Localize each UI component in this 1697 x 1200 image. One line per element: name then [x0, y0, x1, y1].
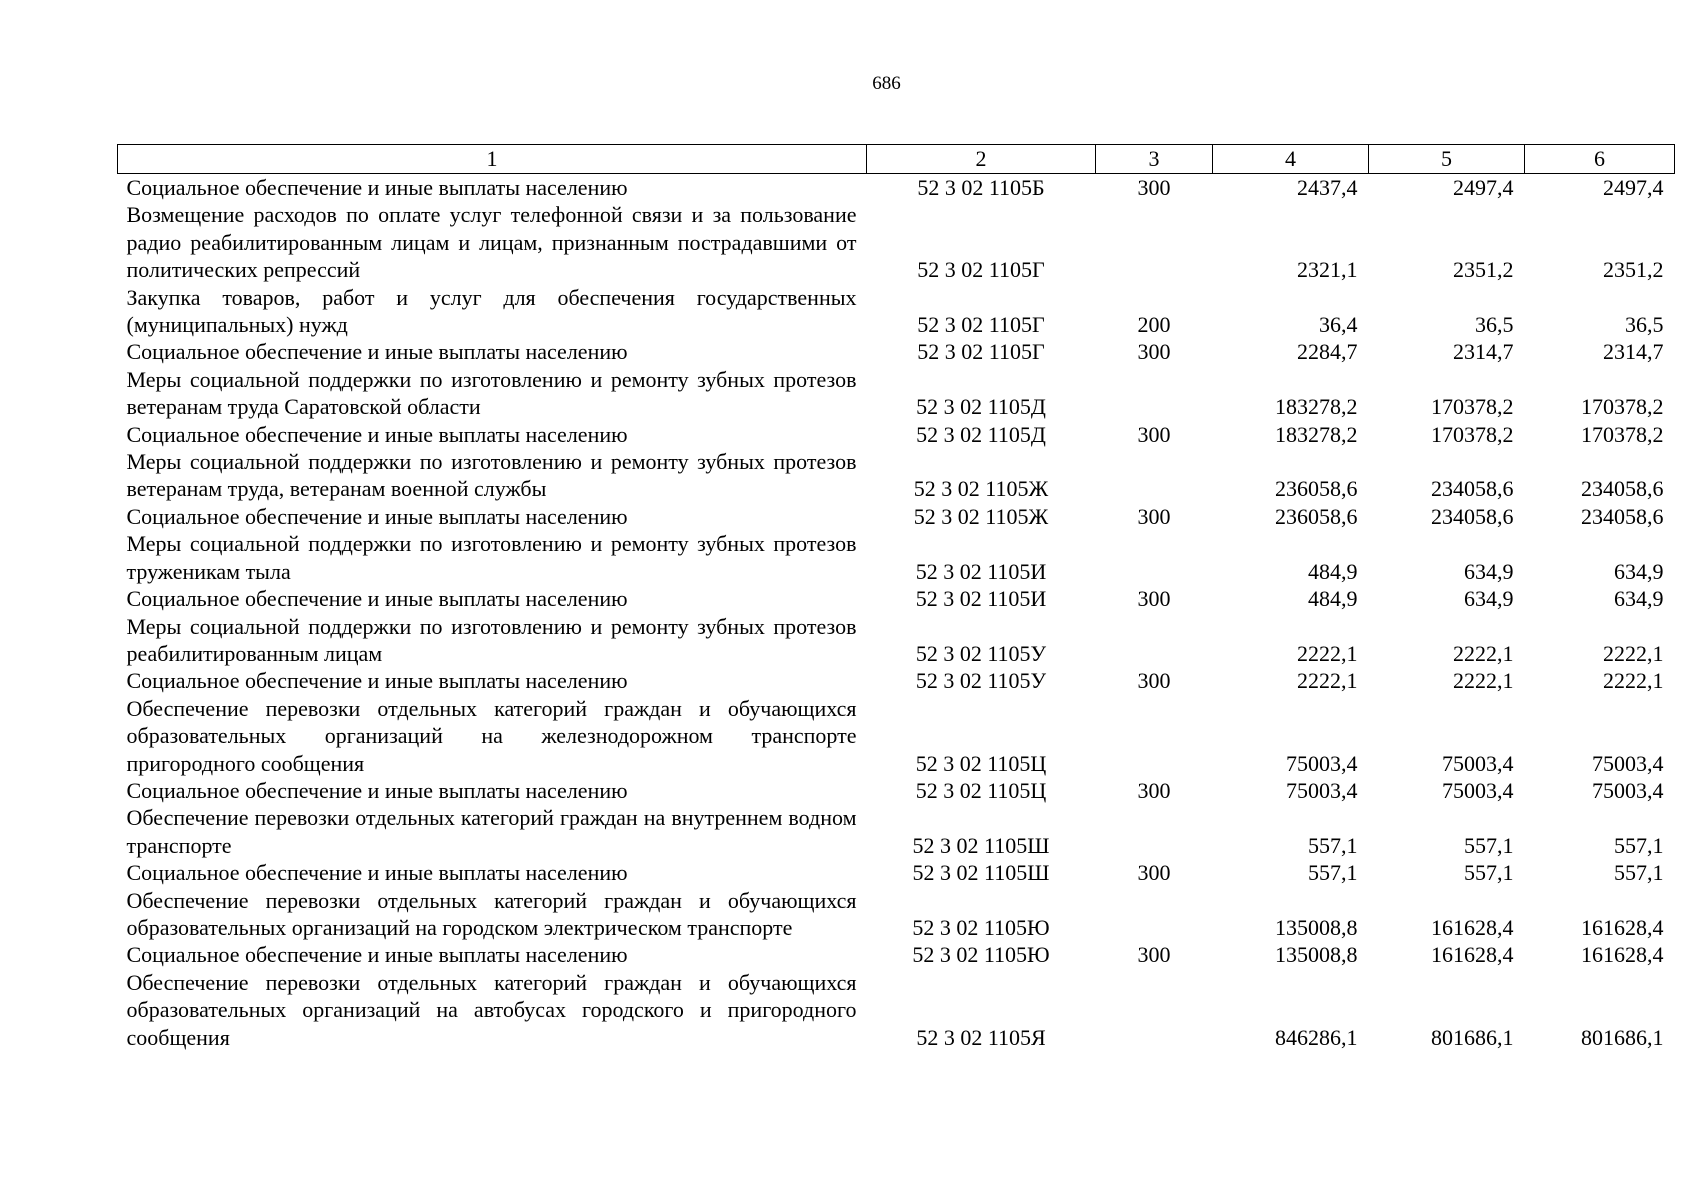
value-col-4: 2222,1: [1297, 668, 1358, 694]
row-name: Меры социальной поддержки по изготовлению и ремонту зубных протезов ветеранам труда, ветеранам военной службы: [126, 449, 857, 502]
table-row: [118, 201, 1675, 283]
table-row: [118, 667, 1675, 694]
value-col-6: 2222,1: [1603, 668, 1664, 694]
expense-type: 300: [1137, 942, 1171, 968]
table-row: [118, 585, 1675, 612]
expense-type: [1096, 530, 1213, 585]
value-col-6: 234058,6: [1581, 476, 1664, 502]
value-col-4: 236058,6: [1275, 503, 1358, 529]
row-name: Социальное обеспечение и иные выплаты населению: [126, 668, 628, 694]
value-col-6: 234058,6: [1581, 503, 1664, 529]
row-name: Социальное обеспечение и иные выплаты населению: [126, 777, 628, 803]
value-col-5: 234058,6: [1431, 476, 1514, 502]
table-row: [118, 284, 1675, 339]
table-row: [118, 777, 1675, 804]
budget-code: 52 3 02 1105Г: [917, 312, 1045, 338]
value-col-5: 2222,1: [1453, 640, 1514, 666]
row-name: Социальное обеспечение и иные выплаты населению: [126, 421, 628, 447]
column-header-1: 1: [118, 145, 867, 174]
row-name: Закупка товаров, работ и услуг для обеспечения государственных (муниципальных) нужд: [126, 284, 857, 338]
value-col-6: 634,9: [1614, 558, 1664, 584]
expense-type: 300: [1137, 586, 1171, 612]
row-name: Возмещение расходов по оплате услуг телефонной связи и за пользование радио реабилитированным лицам и лицам, признанным пострадавшими от политических репрессий: [126, 202, 857, 283]
value-col-5: 75003,4: [1442, 750, 1514, 776]
value-col-6: 2497,4: [1603, 175, 1664, 200]
expense-type: [1096, 969, 1213, 1051]
value-col-5: 161628,4: [1431, 914, 1514, 940]
value-col-6: 801686,1: [1581, 1024, 1664, 1050]
budget-code: 52 3 02 1105Д: [916, 421, 1046, 447]
table-row: [118, 695, 1675, 777]
value-col-4: 557,1: [1308, 860, 1358, 886]
budget-code: 52 3 02 1105Г: [917, 257, 1045, 283]
budget-code: 52 3 02 1105Г: [917, 339, 1045, 365]
row-name: Социальное обеспечение и иные выплаты населению: [126, 586, 628, 612]
page-number: 686: [872, 73, 901, 94]
budget-code: 52 3 02 1105Ш: [912, 860, 1050, 886]
column-header-5: 5: [1369, 145, 1525, 174]
budget-table: [117, 144, 1675, 1051]
table-row: [118, 174, 1675, 202]
header-row: [118, 145, 1675, 174]
value-col-4: 2284,7: [1297, 339, 1358, 365]
expense-type: 300: [1137, 339, 1171, 365]
value-col-4: 2321,1: [1297, 257, 1358, 283]
expense-type: 300: [1137, 503, 1171, 529]
row-name: Социальное обеспечение и иные выплаты населению: [126, 860, 628, 886]
budget-code: 52 3 02 1105Ц: [915, 777, 1047, 803]
table-row: [118, 613, 1675, 668]
value-col-6: 2351,2: [1603, 257, 1664, 283]
value-col-6: 634,9: [1614, 586, 1664, 612]
column-header-4: 4: [1213, 145, 1369, 174]
budget-code: 52 3 02 1105Ж: [913, 503, 1049, 529]
row-name: Социальное обеспечение и иные выплаты населению: [126, 503, 628, 529]
table-row: [118, 366, 1675, 421]
value-col-6: 170378,2: [1581, 421, 1664, 447]
value-col-5: 161628,4: [1431, 942, 1514, 968]
value-col-6: 36,5: [1625, 312, 1664, 338]
table-row: [118, 503, 1675, 530]
column-header-3: 3: [1096, 145, 1213, 174]
value-col-4: 484,9: [1308, 558, 1358, 584]
budget-code: 52 3 02 1105У: [915, 668, 1047, 694]
value-col-4: 36,4: [1319, 312, 1358, 338]
table-row: [118, 448, 1675, 503]
row-name: Меры социальной поддержки по изготовлению и ремонту зубных протезов реабилитированным лицам: [126, 613, 857, 666]
value-col-4: 846286,1: [1275, 1024, 1358, 1050]
expense-type: [1096, 201, 1213, 283]
budget-code: 52 3 02 1105Ж: [913, 476, 1049, 502]
value-col-4: 75003,4: [1286, 750, 1358, 776]
table-row: [118, 338, 1675, 365]
expense-type: [1096, 366, 1213, 421]
value-col-6: 557,1: [1614, 860, 1664, 886]
row-name: Обеспечение перевозки отдельных категорий граждан и обучающихся образовательных организаций на городском электрическом транспорте: [126, 887, 857, 940]
table-body: [118, 174, 1675, 1052]
value-col-4: 236058,6: [1275, 476, 1358, 502]
expense-type: 200: [1137, 312, 1171, 338]
budget-code: 52 3 02 1105И: [915, 586, 1047, 612]
value-col-6: 557,1: [1614, 832, 1664, 858]
table-row: [118, 859, 1675, 886]
value-col-5: 634,9: [1464, 558, 1514, 584]
value-col-5: 2351,2: [1453, 257, 1514, 283]
value-col-6: 75003,4: [1592, 777, 1664, 803]
value-col-4: 183278,2: [1275, 394, 1358, 420]
budget-code: 52 3 02 1105Я: [916, 1024, 1046, 1050]
expense-type: 300: [1137, 777, 1171, 803]
value-col-5: 170378,2: [1431, 421, 1514, 447]
value-col-6: 2222,1: [1603, 640, 1664, 666]
budget-code: 52 3 02 1105Ц: [915, 750, 1047, 776]
column-header-6: 6: [1525, 145, 1675, 174]
expense-type: 300: [1137, 421, 1171, 447]
row-name: Социальное обеспечение и иные выплаты населению: [126, 339, 628, 365]
budget-code: 52 3 02 1105Б: [917, 175, 1045, 200]
value-col-4: 183278,2: [1275, 421, 1358, 447]
table-row: [118, 887, 1675, 942]
expense-type: [1096, 804, 1213, 859]
value-col-4: 135008,8: [1275, 942, 1358, 968]
table-row: [118, 421, 1675, 448]
row-name: Обеспечение перевозки отдельных категорий граждан и обучающихся образовательных организаций на автобусах городского и пригородного сообщения: [126, 969, 857, 1050]
row-name: Социальное обеспечение и иные выплаты населению: [126, 942, 628, 968]
value-col-4: 2222,1: [1297, 640, 1358, 666]
value-col-5: 2222,1: [1453, 668, 1514, 694]
expense-type: 300: [1137, 175, 1171, 200]
row-name: Меры социальной поддержки по изготовлению и ремонту зубных протезов труженикам тыла: [126, 531, 857, 584]
table-header: [118, 145, 1675, 174]
value-col-5: 170378,2: [1431, 394, 1514, 420]
expense-type: [1096, 613, 1213, 668]
budget-code: 52 3 02 1105У: [915, 640, 1047, 666]
expense-type: 300: [1137, 860, 1171, 886]
value-col-4: 75003,4: [1286, 777, 1358, 803]
value-col-4: 484,9: [1308, 586, 1358, 612]
expense-type: [1096, 448, 1213, 503]
column-header-2: 2: [867, 145, 1096, 174]
value-col-6: 161628,4: [1581, 942, 1664, 968]
expense-type: [1096, 695, 1213, 777]
budget-code: 52 3 02 1105Ю: [912, 914, 1050, 940]
value-col-5: 75003,4: [1442, 777, 1514, 803]
table-row: [118, 969, 1675, 1051]
value-col-6: 161628,4: [1581, 914, 1664, 940]
value-col-6: 75003,4: [1592, 750, 1664, 776]
budget-code: 52 3 02 1105И: [915, 558, 1047, 584]
expense-type: 300: [1137, 668, 1171, 694]
value-col-5: 234058,6: [1431, 503, 1514, 529]
row-name: Меры социальной поддержки по изготовлению и ремонту зубных протезов ветеранам труда Саратовской области: [126, 366, 857, 420]
value-col-5: 801686,1: [1431, 1024, 1514, 1050]
table-row: [118, 804, 1675, 859]
row-name: Социальное обеспечение и иные выплаты населению: [126, 175, 628, 200]
row-name: Обеспечение перевозки отдельных категорий граждан и обучающихся образовательных организаций на железнодорожном транспорте пригородного сообщения: [126, 695, 857, 776]
value-col-5: 634,9: [1464, 586, 1514, 612]
row-name: Обеспечение перевозки отдельных категорий граждан на внутреннем водном транспорте: [126, 805, 857, 858]
value-col-4: 2437,4: [1297, 175, 1358, 200]
table-row: [118, 530, 1675, 585]
budget-code: 52 3 02 1105Д: [916, 394, 1046, 420]
value-col-5: 36,5: [1475, 312, 1514, 338]
value-col-5: 2314,7: [1453, 339, 1514, 365]
value-col-4: 135008,8: [1275, 914, 1358, 940]
budget-code: 52 3 02 1105Ш: [912, 832, 1050, 858]
value-col-6: 170378,2: [1581, 394, 1664, 420]
value-col-5: 2497,4: [1453, 175, 1514, 200]
value-col-5: 557,1: [1464, 860, 1514, 886]
budget-code: 52 3 02 1105Ю: [912, 942, 1050, 968]
value-col-6: 2314,7: [1603, 339, 1664, 365]
value-col-4: 557,1: [1308, 832, 1358, 858]
value-col-5: 557,1: [1464, 832, 1514, 858]
expense-type: [1096, 887, 1213, 942]
table-row: [118, 941, 1675, 968]
